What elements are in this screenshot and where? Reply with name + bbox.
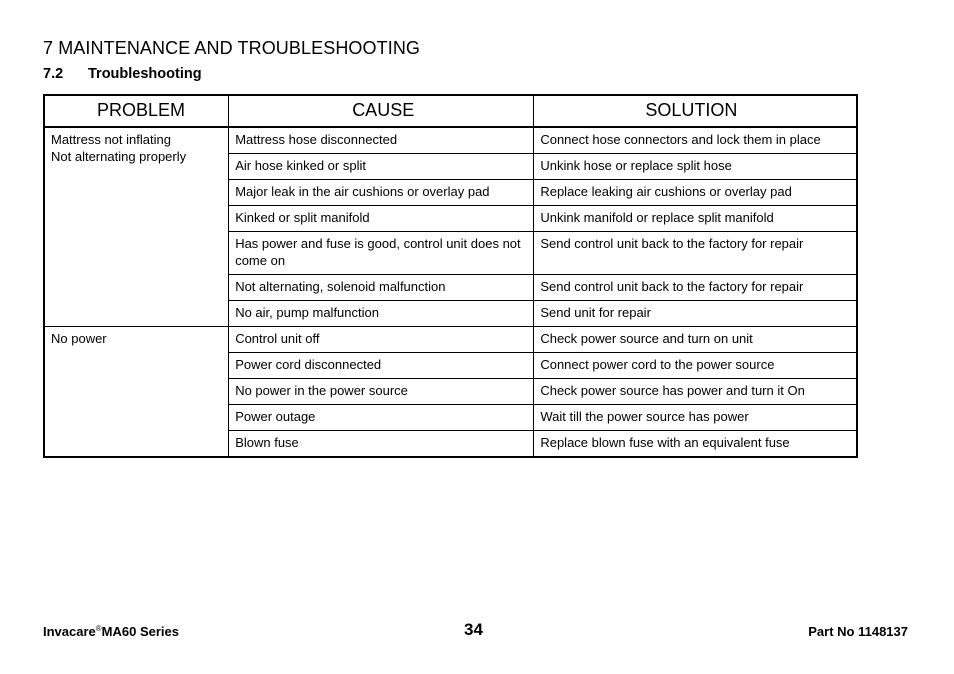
cause-cell: Power outage [229, 405, 534, 431]
footer-part-number: Part No 1148137 [808, 624, 908, 639]
cause-cell: Not alternating, solenoid malfunction [229, 275, 534, 301]
page-number: 34 [464, 620, 483, 639]
solution-cell: Send control unit back to the factory for repair [534, 232, 857, 275]
chapter-title: 7 MAINTENANCE AND TROUBLESHOOTING [43, 38, 421, 58]
problem-text: Not alternating properly [51, 149, 187, 164]
column-header-cause: CAUSE [229, 95, 534, 127]
cause-cell: Blown fuse [229, 431, 534, 458]
solution-cell: Unkink manifold or replace split manifold [534, 206, 857, 232]
solution-cell: Check power source and turn on unit [534, 327, 857, 353]
cause-cell: Control unit off [229, 327, 534, 353]
footer-series: MA60 Series [101, 624, 179, 639]
table-header-row [44, 95, 857, 127]
section-heading [43, 66, 202, 82]
section-title: Troubleshooting [88, 66, 202, 82]
cause-cell: Has power and fuse is good, control unit does not come on [229, 232, 534, 275]
cause-cell: Mattress hose disconnected [229, 127, 534, 154]
cause-cell: Kinked or split manifold [229, 206, 534, 232]
registered-mark: ® [95, 624, 102, 633]
table-body [44, 127, 857, 457]
problem-cell [44, 127, 229, 327]
footer-brand: Invacare [43, 624, 96, 639]
solution-cell: Check power source has power and turn it On [534, 379, 857, 405]
cause-cell: No power in the power source [229, 379, 534, 405]
column-header-solution: SOLUTION [534, 95, 857, 127]
problem-cell [44, 327, 229, 458]
solution-cell: Send control unit back to the factory for repair [534, 275, 857, 301]
troubleshooting-table [43, 94, 858, 458]
solution-cell: Connect hose connectors and lock them in place [534, 127, 857, 154]
cause-cell: Air hose kinked or split [229, 154, 534, 180]
footer-product [43, 624, 179, 639]
problem-text: No power [51, 331, 107, 346]
solution-cell: Replace blown fuse with an equivalent fuse [534, 431, 857, 458]
table-row [44, 127, 857, 154]
cause-cell: No air, pump malfunction [229, 301, 534, 327]
solution-cell: Replace leaking air cushions or overlay pad [534, 180, 857, 206]
cause-cell: Power cord disconnected [229, 353, 534, 379]
problem-text: Mattress not inflating [51, 132, 171, 147]
section-number: 7.2 [43, 66, 64, 82]
solution-cell: Wait till the power source has power [534, 405, 857, 431]
table-row [44, 327, 857, 353]
solution-cell: Send unit for repair [534, 301, 857, 327]
solution-cell: Connect power cord to the power source [534, 353, 857, 379]
column-header-problem: PROBLEM [44, 95, 229, 127]
cause-cell: Major leak in the air cushions or overlay pad [229, 180, 534, 206]
solution-cell: Unkink hose or replace split hose [534, 154, 857, 180]
